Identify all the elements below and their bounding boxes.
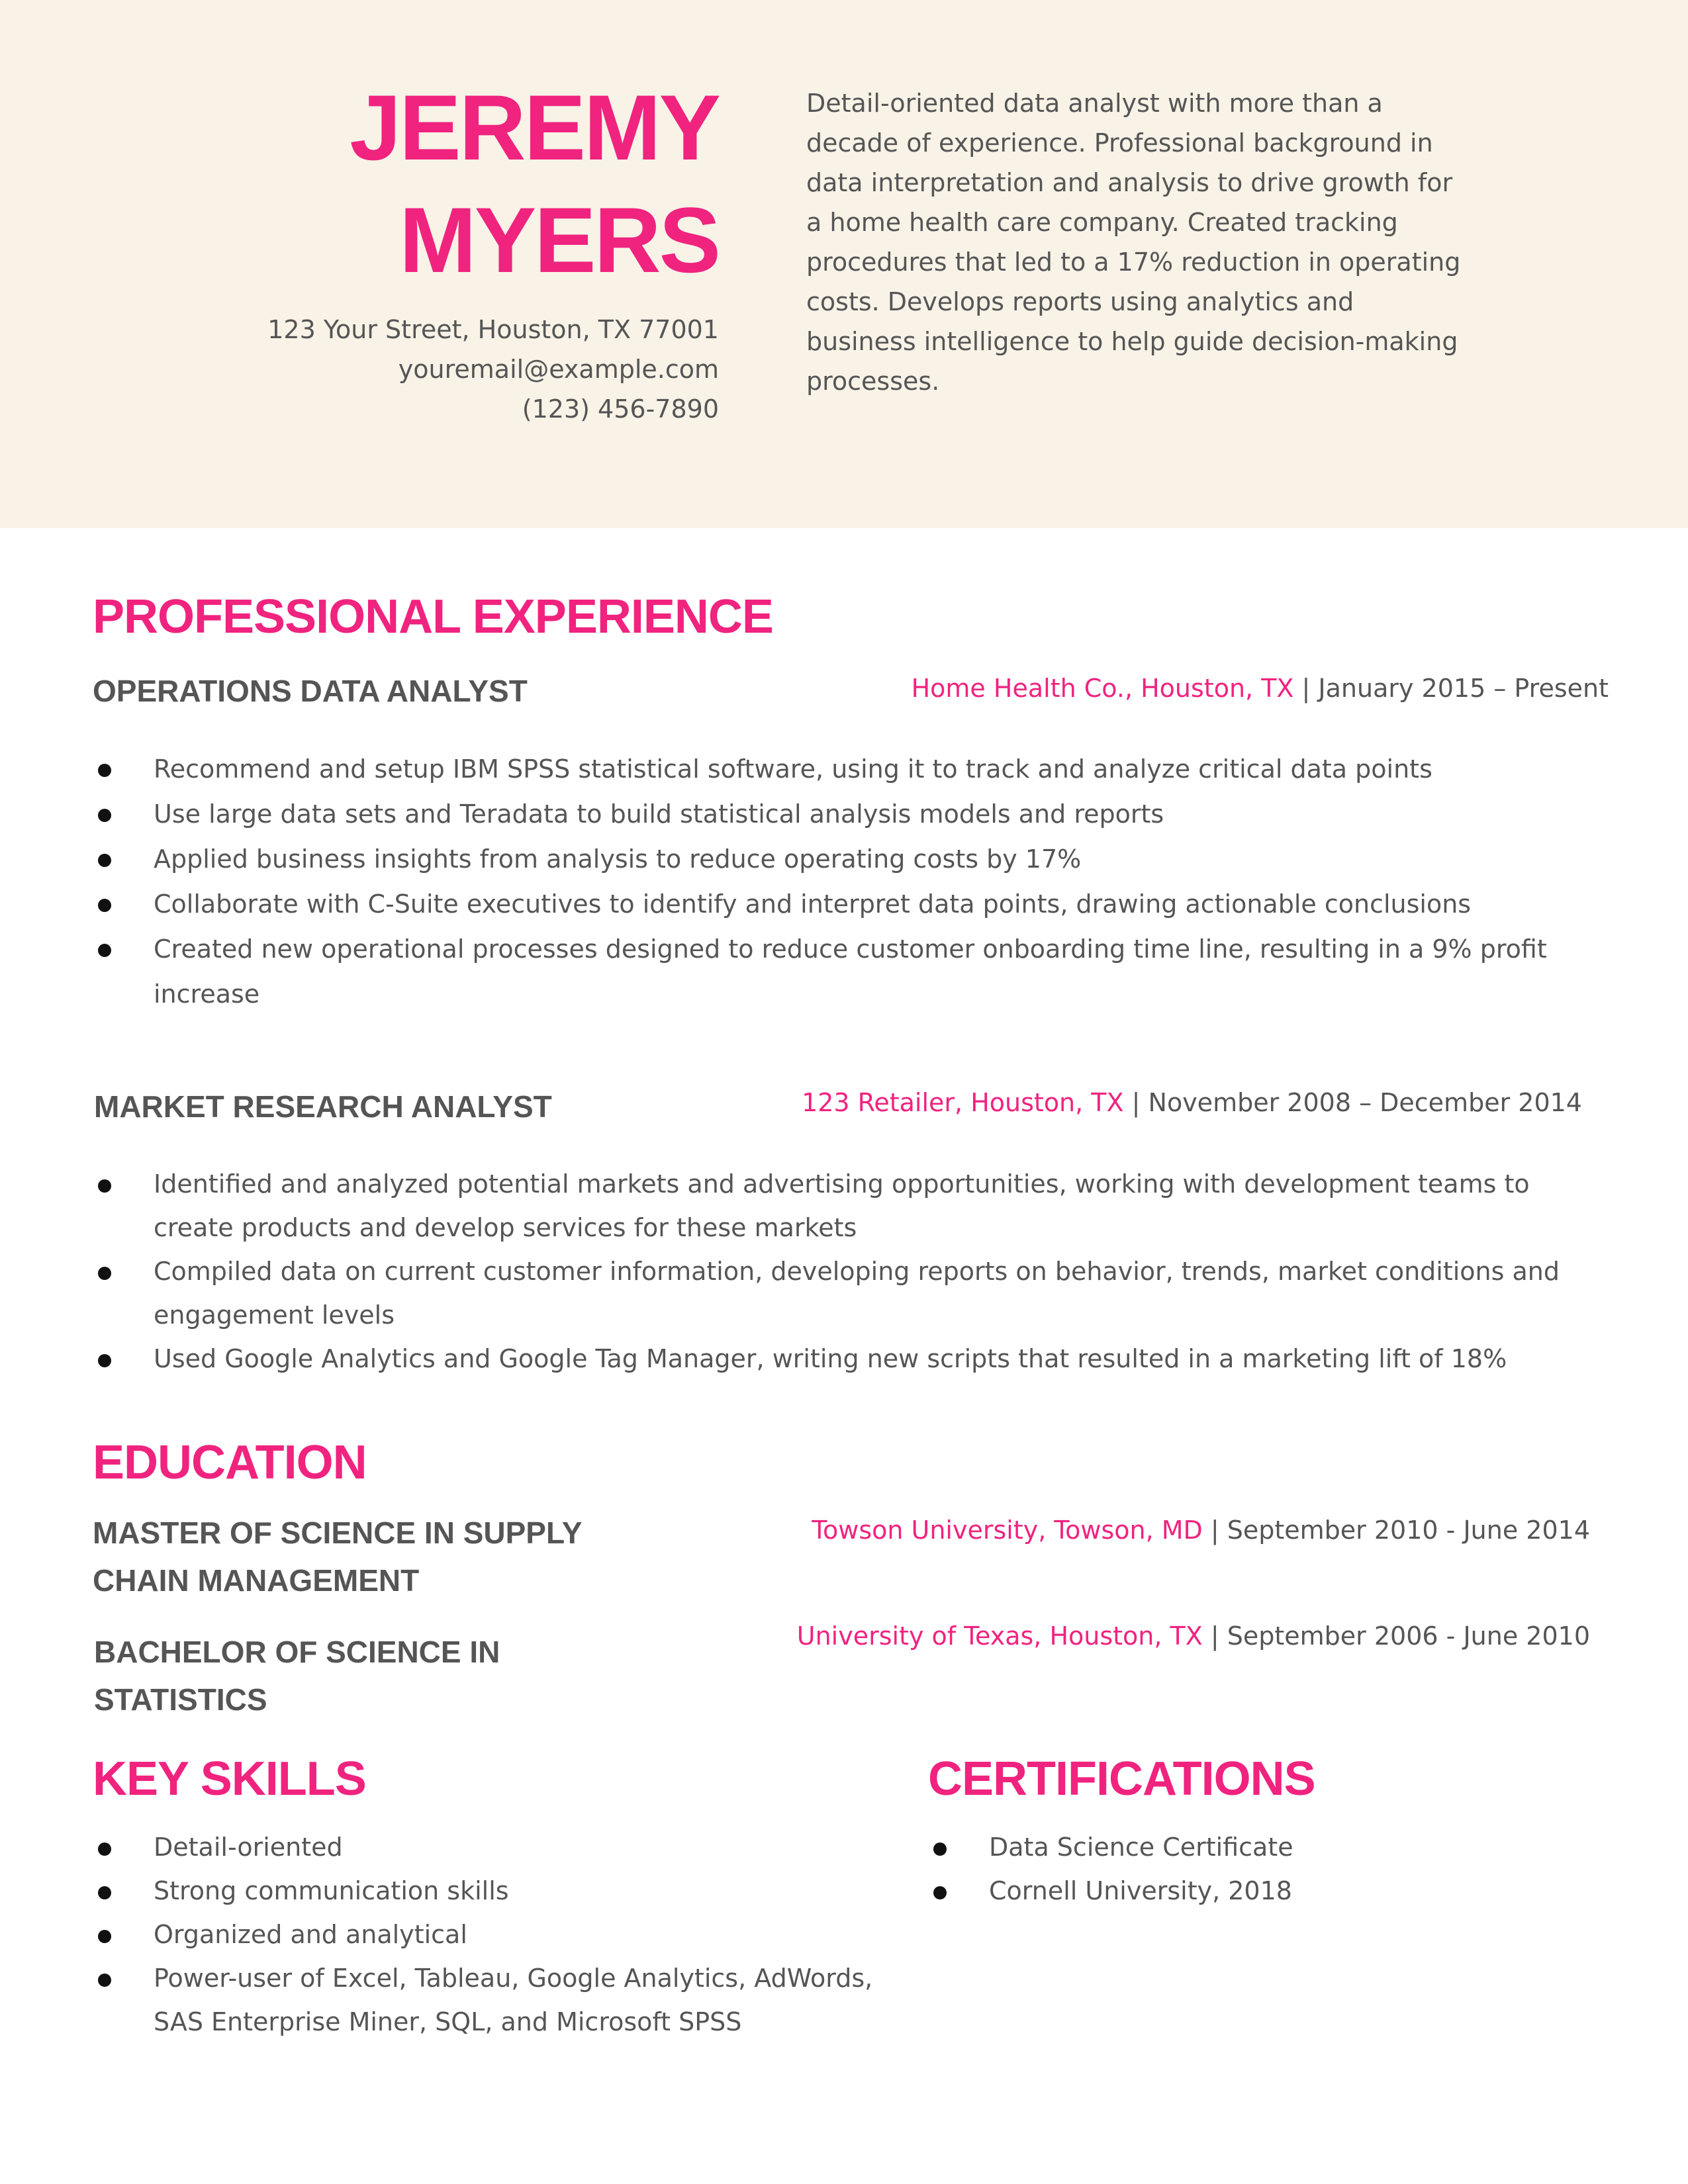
address: 123 Your Street, Houston, TX 77001 [267,315,719,344]
degree-1-school: Towson University, Towson, MD [812,1516,1203,1545]
degree-1-meta [812,1510,1590,1550]
list-item: Data Science Certificate [928,1825,1590,1869]
list-item: Strong communication skills [93,1869,874,1913]
list-item: Cornell University, 2018 [928,1869,1590,1913]
job-employer-2: 123 Retailer, Houston, TX [802,1088,1124,1117]
degree-1 [93,1509,583,1604]
certifications-heading: CERTIFICATIONS [928,1752,1315,1805]
job-meta-2 [802,1083,1582,1122]
job-employer-1: Home Health Co., Houston, TX [911,674,1294,703]
degree-2-meta [797,1616,1590,1656]
list-item: Compiled data on current customer information, developing reports on behavior, trends, market conditions and engagement levels [93,1250,1589,1337]
list-item: Detail-oriented [93,1825,874,1869]
degree-1-dates: | September 2010 - June 2014 [1202,1516,1590,1545]
skills-heading: KEY SKILLS [93,1752,366,1805]
job-bullets-1 [93,747,1575,1017]
contact-info [267,310,719,429]
phone: (123) 456-7890 [522,394,719,424]
job-title-1: OPERATIONS DATA ANALYST [93,674,528,708]
list-item: Use large data sets and Teradata to build statistical analysis models and reports [93,792,1575,837]
list-item: Power-user of Excel, Tableau, Google Analytics, AdWords, SAS Enterprise Miner, SQL, and Microsoft SPSS [93,1956,874,2044]
list-item: Created new operational processes designed to reduce customer onboarding time line, resulting in a 9% profit increase [93,927,1575,1017]
degree-1-line-2: CHAIN MANAGEMENT [93,1563,420,1598]
degree-2 [94,1628,500,1723]
degree-2-school: University of Texas, Houston, TX [796,1621,1203,1651]
job-meta-1 [912,668,1609,708]
list-item: Used Google Analytics and Google Tag Manager, writing new scripts that resulted in a marketing lift of 18% [93,1337,1589,1381]
degree-1-line-1: MASTER OF SCIENCE IN SUPPLY [93,1516,583,1550]
job-dates-2: | November 2008 – December 2014 [1123,1088,1582,1117]
last-name: MYERS [399,188,719,292]
list-item: Applied business insights from analysis to reduce operating costs by 17% [93,837,1575,882]
list-item: Organized and analytical [93,1913,874,1956]
certifications-list [928,1825,1590,1913]
candidate-name [350,71,719,296]
professional-summary: Detail-oriented data analyst with more than a decade of experience. Professional background in data interpretation and analysis to drive growth for a home health care company. Created tracking procedures that led to a 17% reduction in operating costs. Develops reports using analytics and business intelligence to help guide decision-making processes. [806,89,1461,396]
degree-2-dates: | September 2006 - June 2010 [1202,1621,1590,1651]
experience-heading: PROFESSIONAL EXPERIENCE [93,590,773,643]
job-dates-1: | January 2015 – Present [1293,674,1609,703]
first-name: JEREMY [350,75,719,179]
list-item: Identified and analyzed potential markets and advertising opportunities, working with development teams to create products and develop services for these markets [93,1162,1589,1250]
degree-2-line-1: BACHELOR OF SCIENCE IN [94,1635,500,1669]
skills-list [93,1825,874,2044]
email: youremail@example.com [398,355,719,384]
list-item: Collaborate with C-Suite executives to identify and interpret data points, drawing actionable conclusions [93,882,1575,927]
job-bullets-2 [93,1162,1589,1381]
education-heading: EDUCATION [93,1436,367,1489]
degree-2-line-2: STATISTICS [94,1682,267,1717]
list-item: Recommend and setup IBM SPSS statistical software, using it to track and analyze critical data points [93,747,1575,792]
job-title-2: MARKET RESEARCH ANALYST [94,1089,552,1124]
